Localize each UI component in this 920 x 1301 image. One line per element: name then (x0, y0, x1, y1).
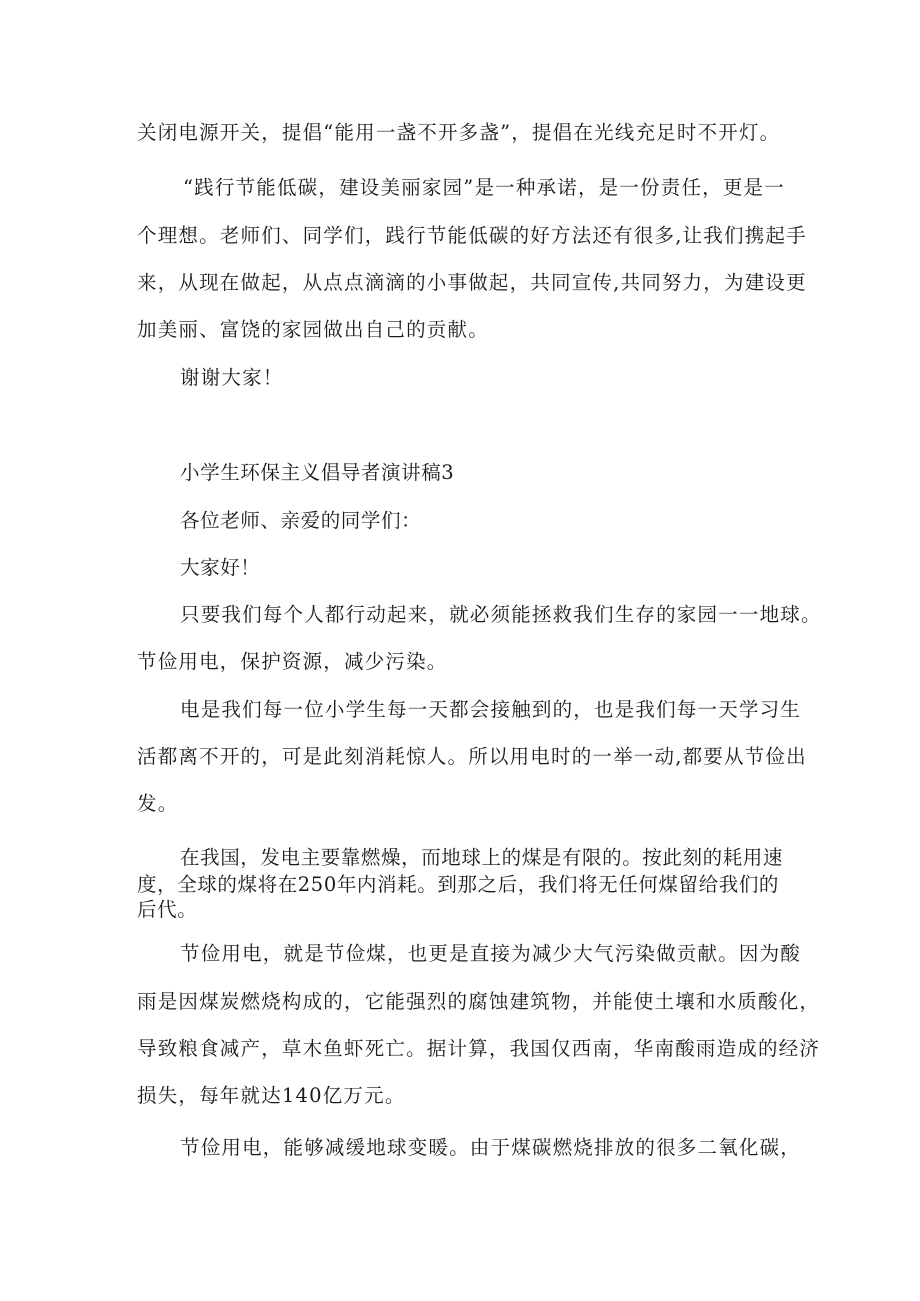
paragraph-line: “践行节能低碳，建设美丽家园”是一种承诺，是一份责任，更是一 (183, 176, 785, 199)
paragraph-line: 谢谢大家！ (180, 366, 284, 389)
paragraph-line: 活都离不开的，可是此刻消耗惊人。所以用电时的一举一动,都要从节俭出 (137, 745, 807, 768)
paragraph-line: 发。 (137, 792, 179, 815)
paragraph-line: 只要我们每个人都行动起来，就必须能拯救我们生存的家园一一地球。 (180, 603, 822, 626)
paragraph-line: 个理想。老师们、同学们，践行节能低碳的好方法还有很多,让我们携起手 (137, 224, 807, 247)
paragraph-line: 节俭用电，保护资源，减少污染。 (137, 650, 448, 673)
section-title: 小学生环保主义倡导者演讲稿3 (180, 461, 455, 484)
greeting: 大家好！ (180, 556, 261, 579)
paragraph-line: 节俭用电，能够减缓地球变暖。由于煤碳燃烧排放的很多二氧化碳， (180, 1136, 802, 1159)
paragraph-line: 加美丽、富饶的家园做出自己的贡献。 (137, 318, 489, 341)
paragraph-line: 度，全球的煤将在250年内消耗。到那之后，我们将无任何煤留给我们的 (137, 873, 780, 896)
paragraph-line: 节俭用电，就是节俭煤，也更是直接为减少大气污染做贡献。因为酸 (180, 942, 802, 965)
paragraph-line: 在我国，发电主要靠燃燥，而地球上的煤是有限的。按此刻的耗用速 (180, 846, 784, 869)
paragraph-line: 关闭电源开关，提倡“能用一盏不开多盏”，提倡在光线充足时不开灯。 (137, 121, 781, 144)
paragraph-line: 电是我们每一位小学生每一天都会接触到的，也是我们每一天学习生 (180, 698, 802, 721)
paragraph-line: 损失，每年就达140亿万元。 (137, 1084, 406, 1107)
salutation: 各位老师、亲爱的同学们： (180, 509, 422, 532)
paragraph-line: 导致粮食减产，草木鱼虾死亡。据计算，我国仅西南，华南酸雨造成的经济 (137, 1037, 821, 1060)
paragraph-line: 后代。 (137, 898, 198, 921)
paragraph-line: 雨是因煤炭燃烧构成的，它能强烈的腐蚀建筑物，并能使土壤和水质酸化， (137, 990, 821, 1013)
paragraph-line: 来，从现在做起，从点点滴滴的小事做起，共同宣传,共同努力，为建设更 (137, 271, 807, 294)
